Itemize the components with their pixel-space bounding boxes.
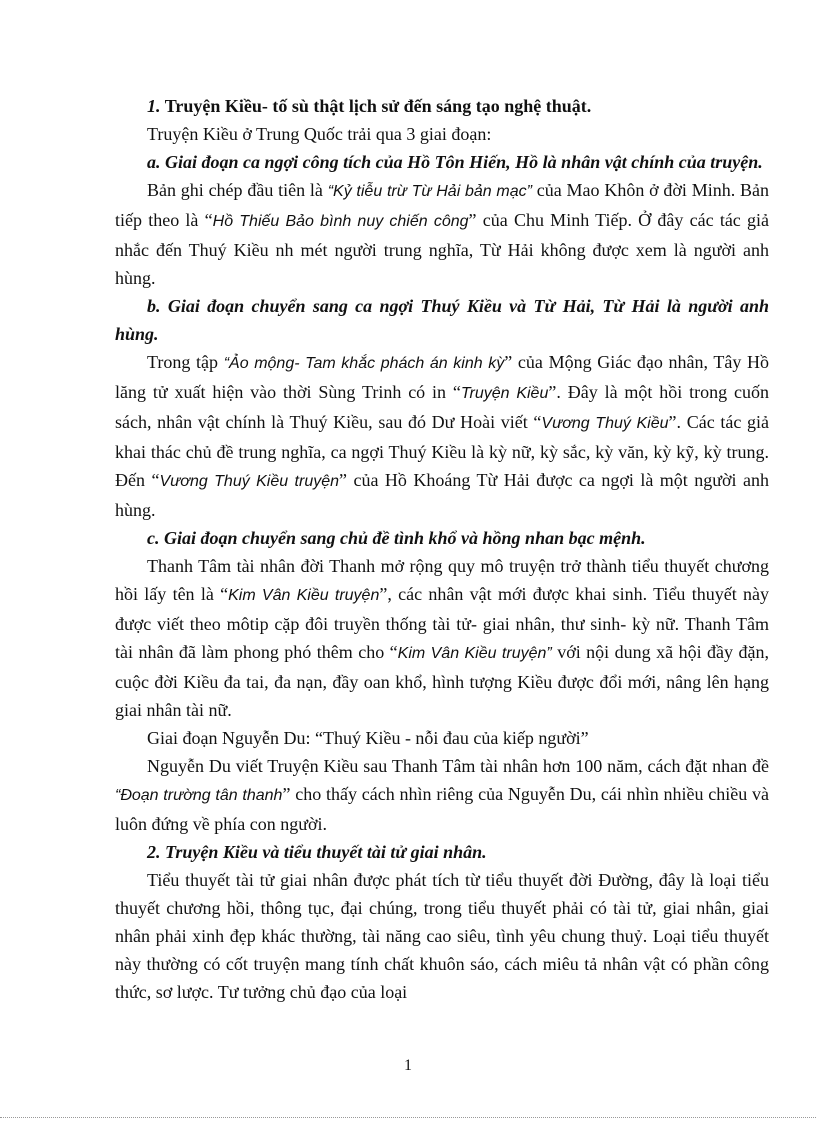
- text-run: ”, các nhân vật mới được khai sinh. Tiểu thuyết này được viết theo môtip cặp đôi truyền thống tài tử- giai nhân, thư sinh- kỳ nữ. Thanh Tâm tài nhân đã làm phong phó thêm cho “: [115, 584, 769, 662]
- text-run: ” của Mộng Giác đạo nhân, Tây Hồ lăng tử xuất hiện vào thời Sùng Trinh có in “: [115, 352, 770, 402]
- text-run: với nội dung xã hội đầy đặn, cuộc đời Kiều đa tai, đa nạn, đầy oan khổ, hình tượng Kiều được đổi mới, nâng lên hạng giai nhân tài nữ.: [115, 642, 769, 720]
- italic-title: “Ảo mộng- Tam khắc phách án kinh kỳ: [223, 355, 505, 372]
- heading-c: c. Giai đoạn chuyển sang chủ đề tình khổ và hồng nhan bạc mệnh.: [147, 528, 646, 548]
- italic-title: Vương Thuý Kiều truyện: [159, 473, 340, 490]
- heading-number: 1.: [147, 96, 161, 116]
- text-run: ” của Chu Minh Tiếp. Ở đây các tác giả nhắc đến Thuý Kiều nh mét người trung nghĩa, Từ Hải không được xem là người anh hùng.: [115, 210, 770, 288]
- paragraph-1: [115, 176, 769, 292]
- text-run: Trong tập: [147, 352, 224, 372]
- paragraph-5: Tiểu thuyết tài tử giai nhân được phát tích từ tiểu thuyết đời Đường, đây là loại tiểu thuyết chương hồi, thông tục, đại chúng, trong tiểu thuyết phải có tài tử, giai nhân, giai nhân phải xinh đẹp khác thường, tài năng cao siêu, tình yêu chung thuỷ. Loại tiểu thuyết này thường có cốt truyện mang tính chất khuôn sáo, cách miêu tả nhân vật có phần công thức, sơ lược. Tư tưởng chủ đạo của loại: [115, 870, 769, 1002]
- document-body: [115, 92, 769, 1006]
- text-run: ” cho thấy cách nhìn riêng của Nguyễn Du, cái nhìn nhiều chiều và luôn đứng về phía con người.: [115, 784, 770, 834]
- footer-divider: [0, 1117, 816, 1118]
- text-run: Bản ghi chép đầu tiên là: [147, 180, 328, 200]
- italic-title: “Đoạn trường tân thanh: [115, 787, 283, 804]
- italic-title: Vương Thuý Kiều: [541, 415, 669, 432]
- paragraph-intro: Truyện Kiều ở Trung Quốc trải qua 3 giai đoạn:: [147, 124, 492, 144]
- page-number: 1: [404, 1057, 412, 1074]
- heading-b: b. Giai đoạn chuyển sang ca ngợi Thuý Kiều và Từ Hải, Từ Hải là người anh hùng.: [115, 296, 769, 344]
- heading-text: Truyện Kiều- tố sù thật lịch sử đến sáng tạo nghệ thuật.: [164, 96, 592, 116]
- paragraph-stage: Giai đoạn Nguyễn Du: “Thuý Kiều - nỗi đau của kiếp người”: [147, 728, 589, 748]
- paragraph-2: [115, 348, 769, 524]
- text-run: ”. Các tác giả khai thác chủ đề trung nghĩa, ca ngợi Thuý Kiều là kỳ nữ, kỳ sắc, kỳ văn, kỳ kỹ, kỳ trung. Đến “: [115, 412, 769, 490]
- italic-title: Truyện Kiều: [460, 385, 549, 402]
- italic-title: “Kỷ tiễu trừ Từ Hải bản mạc”: [327, 183, 532, 200]
- paragraph-4: [115, 752, 769, 838]
- heading-section-2: 2. Truyện Kiều và tiểu thuyết tài tử giai nhân.: [147, 842, 487, 862]
- italic-title: Hồ Thiếu Bảo bình nuy chiến công: [212, 213, 469, 230]
- text-run: ”. Đây là một hồi trong cuốn sách, nhân vật chính là Thuý Kiều, sau đó Dư Hoài viết “: [115, 382, 769, 432]
- paragraph-3: [115, 552, 769, 724]
- italic-title: Kim Vân Kiều truyện”: [397, 645, 552, 662]
- text-run: Thanh Tâm tài nhân đời Thanh mở rộng quy mô truyện trở thành tiểu thuyết chương hồi lấy tên là “: [115, 556, 769, 604]
- heading-a: a. Giai đoạn ca ngợi công tích của Hồ Tôn Hiến, Hồ là nhân vật chính của truyện.: [147, 152, 763, 172]
- text-run: Nguyễn Du viết Truyện Kiều sau Thanh Tâm tài nhân hơn 100 năm, cách đặt nhan đề: [147, 756, 769, 776]
- text-run: ” của Hồ Khoáng Từ Hải được ca ngợi là một người anh hùng.: [115, 470, 769, 520]
- text-run: của Mao Khôn ở đời Minh. Bản tiếp theo là “: [115, 180, 770, 230]
- heading-section-1: [115, 92, 769, 120]
- italic-title: Kim Vân Kiều truyện: [228, 587, 380, 604]
